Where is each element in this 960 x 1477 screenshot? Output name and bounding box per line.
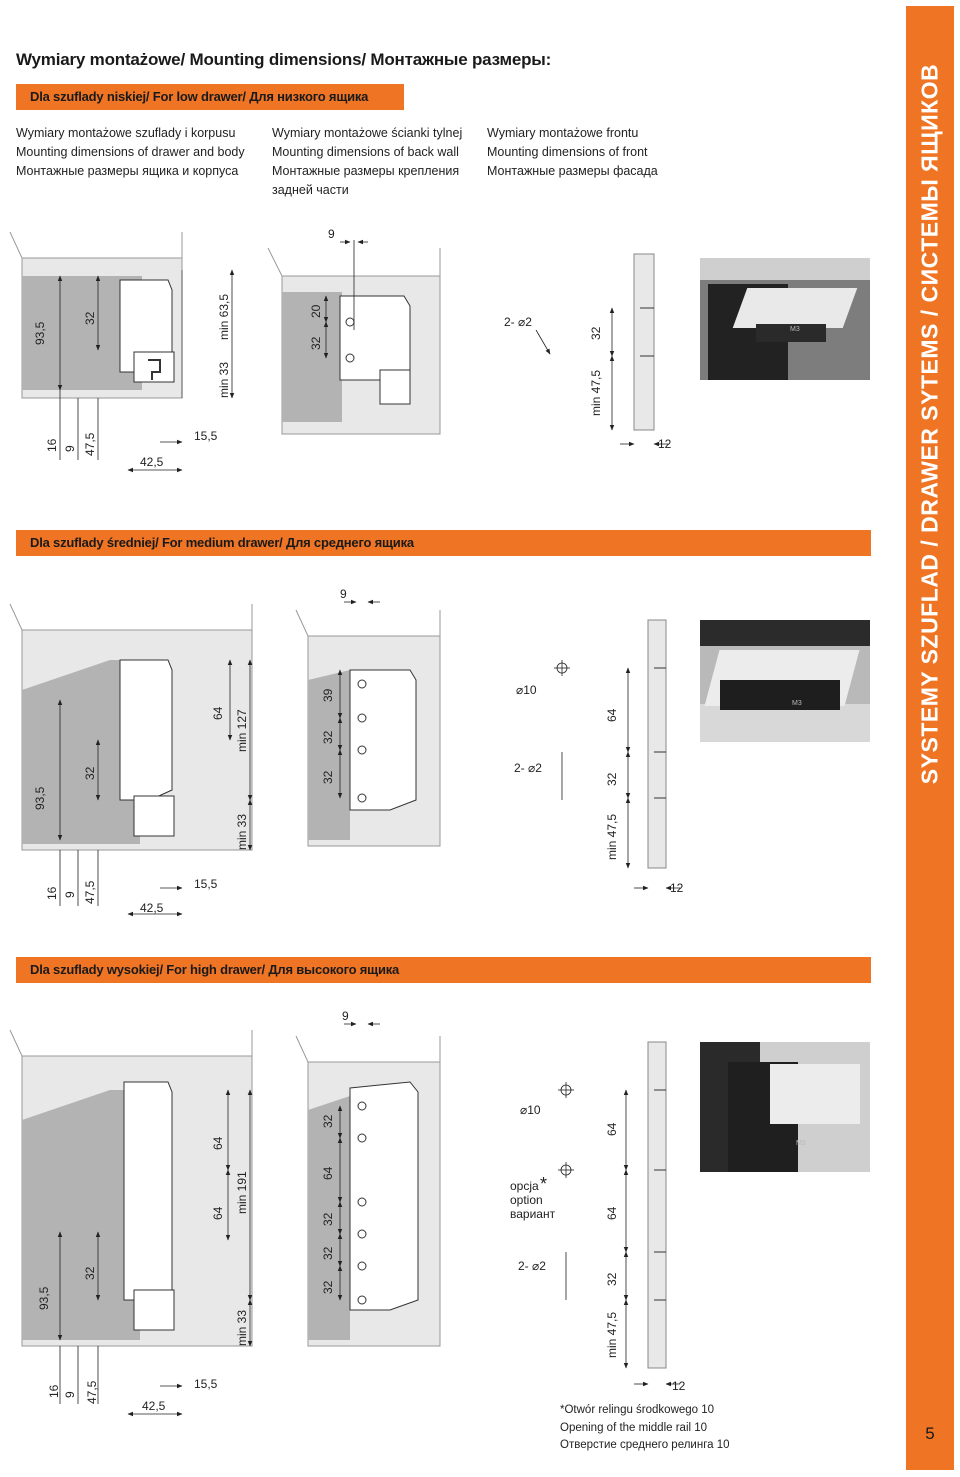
dim-med-front-min47-5: min 47,5 bbox=[605, 813, 619, 860]
dim-med-front-32: 32 bbox=[605, 772, 619, 786]
dim-low-32: 32 bbox=[83, 311, 97, 325]
dim-low-16: 16 bbox=[45, 438, 59, 452]
dim-low-back-9: 9 bbox=[328, 227, 335, 241]
dim-med-16: 16 bbox=[45, 886, 59, 900]
low-front-diagram bbox=[504, 254, 672, 451]
dim-med-front-d10: ⌀10 bbox=[516, 683, 537, 697]
medium-body-diagram bbox=[10, 604, 252, 915]
dim-med-15-5: 15,5 bbox=[194, 877, 218, 891]
opcja-label: opcja bbox=[510, 1179, 539, 1193]
dim-med-32: 32 bbox=[83, 766, 97, 780]
dim-high-front-min47-5: min 47,5 bbox=[605, 1311, 619, 1358]
dim-low-9: 9 bbox=[63, 445, 77, 452]
dim-high-47-5: 47,5 bbox=[85, 1380, 99, 1404]
low-back-diagram bbox=[268, 227, 440, 434]
dim-low-42-5: 42,5 bbox=[140, 455, 164, 469]
desc-drawer-body: Wymiary montażowe szuflady i korpusu Mounting dimensions of drawer and body Монтажные размеры ящика и корпуса bbox=[16, 126, 245, 178]
low-body-diagram bbox=[10, 232, 232, 470]
sidebar-title: SYSTEMY SZUFLAD / DRAWER SYTEMS / СИСТЕМЫ ЯЩИКОВ bbox=[916, 63, 943, 785]
dim-high-back-32b: 32 bbox=[321, 1212, 335, 1226]
dim-high-front-2d2: 2- ⌀2 bbox=[518, 1259, 546, 1273]
desc-back-wall: Wymiary montażowe ścianki tylnej Mounting dimensions of back wall Монтажные размеры крепления задней части bbox=[272, 126, 463, 197]
medium-front-diagram bbox=[514, 620, 684, 895]
drawer-photo-high bbox=[700, 1042, 870, 1172]
photo-label-m3: M3 bbox=[796, 1140, 806, 1147]
high-front-diagram bbox=[510, 1042, 686, 1393]
dim-low-front-32: 32 bbox=[589, 326, 603, 340]
dim-low-min33: min 33 bbox=[217, 361, 231, 398]
dim-high-93-5: 93,5 bbox=[37, 1286, 51, 1310]
dim-high-32: 32 bbox=[83, 1266, 97, 1280]
dim-med-64: 64 bbox=[211, 706, 225, 720]
dim-med-back-39: 39 bbox=[321, 688, 335, 702]
dim-med-back-32a: 32 bbox=[321, 730, 335, 744]
drawer-photo-medium bbox=[700, 620, 870, 742]
dim-med-47-5: 47,5 bbox=[83, 880, 97, 904]
dim-med-back-9: 9 bbox=[340, 587, 347, 601]
dim-high-64a: 64 bbox=[211, 1136, 225, 1150]
dim-high-back-32d: 32 bbox=[321, 1280, 335, 1294]
photo-label-m3: M3 bbox=[792, 700, 802, 707]
desc-front: Wymiary montażowe frontu Mounting dimensions of front Монтажные размеры фасада bbox=[487, 126, 658, 178]
dim-high-15-5: 15,5 bbox=[194, 1377, 218, 1391]
dim-high-42-5: 42,5 bbox=[142, 1399, 166, 1413]
dim-high-front-12: 12 bbox=[672, 1379, 686, 1393]
section-low-title: Dla szuflady niskiej/ For low drawer/ Для низкого ящика bbox=[30, 89, 369, 104]
dim-low-front-2d2: 2- ⌀2 bbox=[504, 315, 532, 329]
photo-label-m3: M3 bbox=[790, 326, 800, 333]
dim-med-min127: min 127 bbox=[235, 709, 249, 752]
dim-med-42-5: 42,5 bbox=[140, 901, 164, 915]
dim-high-64b: 64 bbox=[211, 1206, 225, 1220]
dim-med-front-64: 64 bbox=[605, 708, 619, 722]
dim-high-9: 9 bbox=[63, 1391, 77, 1398]
medium-back-diagram bbox=[296, 587, 440, 846]
high-body-diagram bbox=[10, 1030, 252, 1414]
dim-med-93-5: 93,5 bbox=[33, 786, 47, 810]
sidebar-band bbox=[906, 6, 954, 1470]
dim-high-back-64: 64 bbox=[321, 1166, 335, 1180]
page-title: Wymiary montażowe/ Mounting dimensions/ Монтажные размеры: bbox=[16, 50, 552, 69]
dim-high-front-64a: 64 bbox=[605, 1122, 619, 1136]
dim-low-front-min47-5: min 47,5 bbox=[589, 369, 603, 416]
dim-med-9: 9 bbox=[63, 891, 77, 898]
drawer-photo-low bbox=[700, 258, 870, 380]
option-label: option bbox=[510, 1193, 543, 1207]
dim-low-back-32: 32 bbox=[309, 336, 323, 350]
dim-low-93-5: 93,5 bbox=[33, 321, 47, 345]
dim-med-min33: min 33 bbox=[235, 813, 249, 850]
variant-label: вариант bbox=[510, 1207, 556, 1221]
section-high-title: Dla szuflady wysokiej/ For high drawer/ Для высокого ящика bbox=[30, 962, 400, 977]
dim-med-front-12: 12 bbox=[670, 881, 684, 895]
footnote: *Otwór relingu środkowego 10 Opening of the middle rail 10 Отверстие среднего релинга 10 bbox=[560, 1404, 730, 1451]
dim-high-min191: min 191 bbox=[235, 1171, 249, 1214]
dim-high-min33: min 33 bbox=[235, 1309, 249, 1346]
dim-high-front-d10: ⌀10 bbox=[520, 1103, 541, 1117]
dim-high-16: 16 bbox=[47, 1384, 61, 1398]
dim-low-front-12: 12 bbox=[658, 437, 672, 451]
dim-high-back-9: 9 bbox=[342, 1009, 349, 1023]
page-number: 5 bbox=[925, 1424, 935, 1443]
section-medium-title: Dla szuflady średniej/ For medium drawer/ Для среднего ящика bbox=[30, 535, 414, 550]
dim-med-front-2d2: 2- ⌀2 bbox=[514, 761, 542, 775]
dim-high-back-32a: 32 bbox=[321, 1114, 335, 1128]
high-back-diagram bbox=[296, 1009, 440, 1346]
dim-low-47-5: 47,5 bbox=[83, 432, 97, 456]
dim-low-back-20: 20 bbox=[309, 304, 323, 318]
dim-med-back-32b: 32 bbox=[321, 770, 335, 784]
dim-high-front-64b: 64 bbox=[605, 1206, 619, 1220]
dim-low-15-5: 15,5 bbox=[194, 429, 218, 443]
dim-high-back-32c: 32 bbox=[321, 1246, 335, 1260]
dim-low-min63-5: min 63,5 bbox=[217, 293, 231, 340]
asterisk-mark: * bbox=[540, 1174, 548, 1194]
dim-high-front-32: 32 bbox=[605, 1272, 619, 1286]
